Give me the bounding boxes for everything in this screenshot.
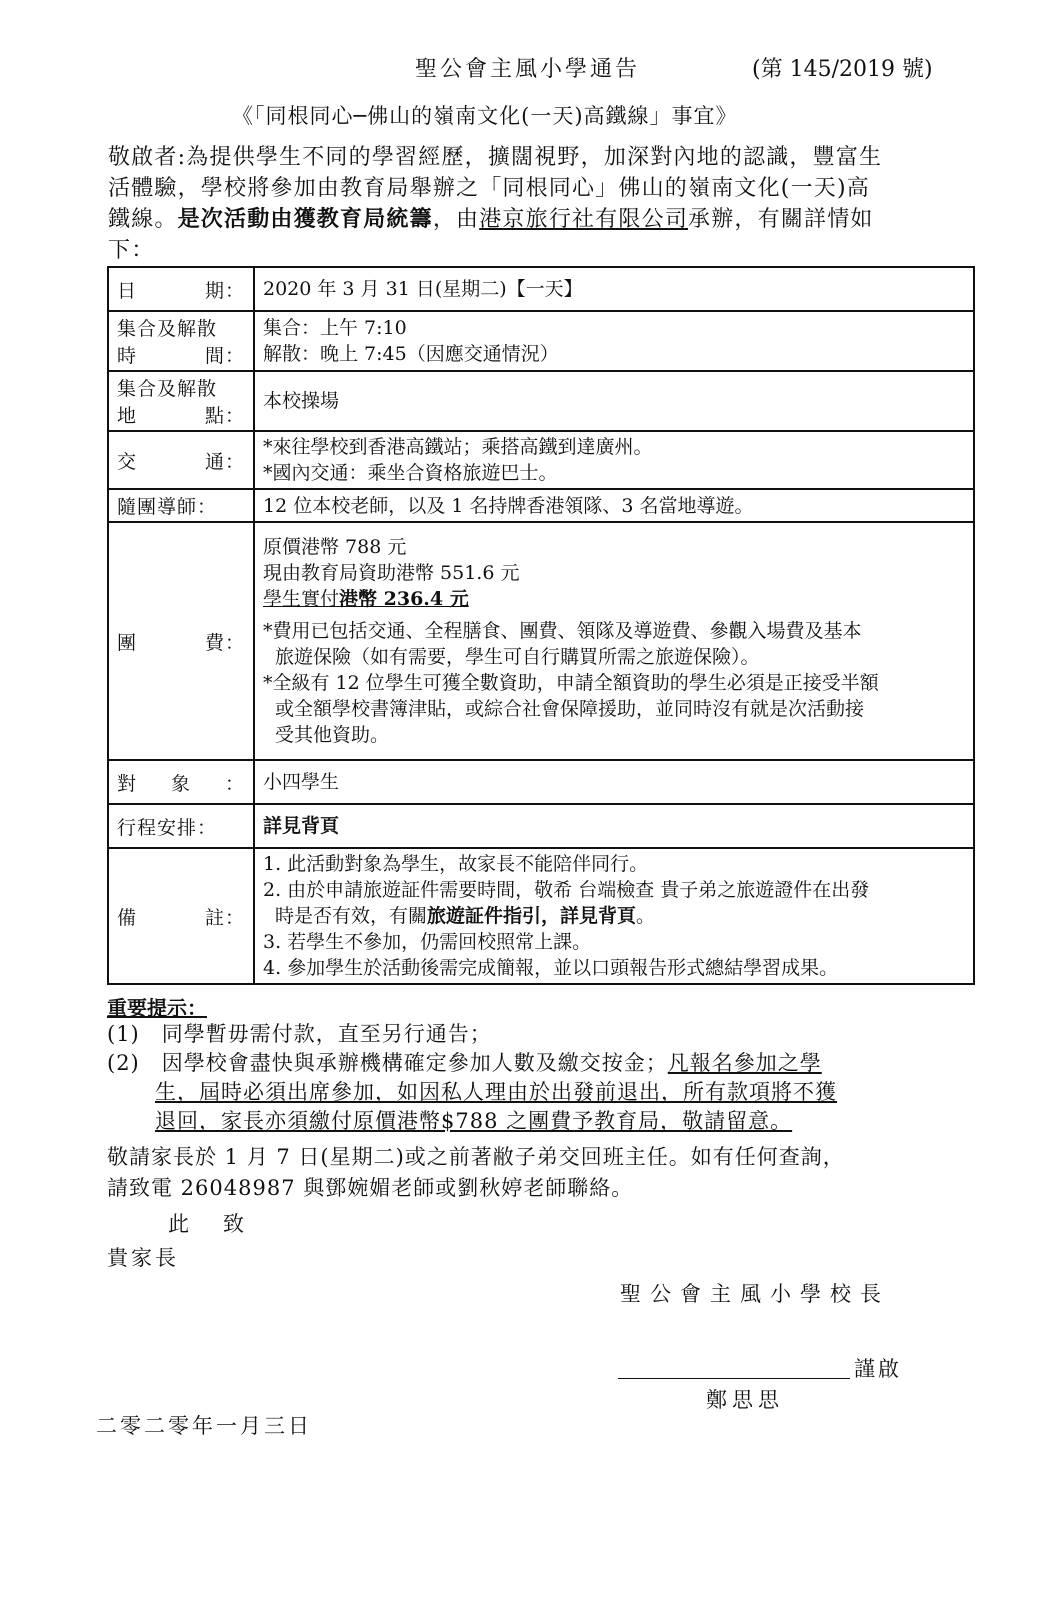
value-bold-text: 旅遊証件指引，詳見背頁 (427, 905, 637, 927)
label-text: ： (224, 772, 245, 795)
intro-line (108, 204, 968, 235)
label-text: 期： (204, 279, 245, 302)
label-text: 時 (117, 345, 138, 367)
principal-title: 聖公會主風小學校長 (620, 1282, 890, 1306)
value-line: 2. 由於申請旅遊証件需要時間，敬希 台端檢查 貴子弟之旅遊證件在出發 (263, 879, 870, 901)
value-line: *來往學校到香港高鐵站；乘搭高鐵到達廣州。 (263, 436, 653, 458)
details-table (107, 266, 975, 985)
intro-text: ，由 (432, 207, 480, 232)
value-bold-text: 港幣 236.4 元 (339, 588, 469, 610)
row-value-tutor: 12 位本校老師，以及 1 名持牌香港領隊、3 名當地導遊。 (254, 489, 974, 522)
label-text: 點： (204, 405, 245, 427)
row-value-itinerary: 詳見背頁 (254, 804, 974, 848)
intro-line: 敬啟者:為提供學生不同的學習經歷，擴闊視野，加深對內地的認識，豐富生 (108, 145, 883, 170)
value-line (263, 586, 965, 612)
list-item-continued: 生，屆時必須出席參加，如因私人理由於出發前退出，所有款項將不獲 (155, 1080, 837, 1104)
row-value-fee (254, 522, 974, 760)
notice-date: 二零二零年一月三日 (96, 1414, 312, 1438)
label-text: 對 (117, 772, 138, 795)
row-label-target (108, 760, 254, 804)
organizer-name: 港京旅行社有限公司 (479, 207, 689, 232)
label-text: 交 (117, 450, 138, 473)
row-value-time (254, 311, 974, 371)
intro-line: 下： (108, 238, 155, 263)
principal-name: 鄭思思 (706, 1388, 784, 1412)
closing-paragraph (107, 1142, 845, 1204)
table-row (108, 489, 974, 522)
sign-off: 謹啟 (854, 1357, 902, 1381)
row-value-place: 本校操場 (254, 371, 974, 431)
label-text: 集合及解散 (117, 378, 218, 400)
intro-text: 承辦，有關詳情如 (688, 207, 874, 232)
label-text: 日 (117, 279, 138, 302)
row-label-fee (108, 522, 254, 760)
value-text: 時是否有效，有關 (275, 905, 428, 927)
label-text: 地 (117, 405, 138, 427)
notice-number: (第 145/2019 號) (752, 57, 933, 82)
table-row (108, 267, 974, 311)
important-list (107, 1020, 837, 1136)
value-line: 解散：晚上 7:45（因應交通情況） (263, 343, 559, 365)
intro-line: 活體驗，學校將參加由教育局舉辦之「同根同心」佛山的嶺南文化(一天)高 (108, 176, 870, 201)
intro-text: 鐵線。 (108, 207, 178, 232)
label-text: 間： (204, 345, 245, 367)
row-label-place (108, 371, 254, 431)
notice-title: 聖公會主風小學通告 (415, 57, 641, 82)
table-row (108, 804, 974, 848)
list-text: (2) 因學校會盡快與承辦機構確定參加人數及繳交按金； (107, 1051, 668, 1075)
label-text: 註： (204, 906, 245, 929)
value-line: 集合：上午 7:10 (263, 317, 407, 339)
table-row (108, 311, 974, 371)
row-label-itinerary: 行程安排： (108, 804, 254, 848)
value-line: *費用已包括交通、全程膳食、團費、領隊及導遊費、參觀入場費及基本 (263, 620, 862, 642)
list-item-continued: 退回，家長亦須繳付原價港幣$788 之團費予教育局，敬請留意。 (155, 1109, 793, 1133)
salutation: 此致 (168, 1212, 278, 1236)
value-line: 3. 若學生不參加，仍需回校照常上課。 (263, 931, 592, 953)
label-text: 備 (117, 906, 138, 929)
row-value-target: 小四學生 (254, 760, 974, 804)
row-label-remarks (108, 848, 254, 984)
row-label-transport (108, 431, 254, 489)
table-row (108, 522, 974, 760)
value-line: 原價港幣 788 元 (263, 536, 407, 558)
notice-subtitle: 《「同根同心─佛山的嶺南文化(一天)高鐵線」事宜》 (232, 104, 738, 128)
value-line: 旅遊保險（如有需要，學生可自行購買所需之旅遊保險）。 (275, 646, 760, 668)
signature-line (618, 1378, 850, 1379)
closing-line: 請致電 26048987 與鄧婉媚老師或劉秋婷老師聯絡。 (107, 1176, 634, 1200)
list-item: (1) 同學暫毋需付款，直至另行通告； (107, 1022, 492, 1046)
value-line: 4. 參加學生於活動後需完成簡報，並以口頭報告形式總結學習成果。 (263, 957, 839, 979)
value-line: 現由教育局資助港幣 551.6 元 (263, 562, 520, 584)
value-line: 或全額學校書簿津貼，或綜合社會保障援助，並同時沒有就是次活動接 (275, 698, 865, 720)
value-line (263, 903, 965, 929)
table-row (108, 760, 974, 804)
table-row (108, 431, 974, 489)
value-text: 。 (636, 905, 656, 927)
value-line: 1. 此活動對象為學生，故家長不能陪伴同行。 (263, 853, 649, 875)
value-text: 學生實付 (263, 588, 340, 610)
row-label-time (108, 311, 254, 371)
closing-line: 敬請家長於 1 月 7 日(星期二)或之前著敝子弟交回班主任。如有任何查詢， (107, 1145, 845, 1169)
table-row (108, 371, 974, 431)
value-line: 受其他資助。 (275, 724, 390, 746)
label-text: 費： (204, 631, 245, 654)
value-line: *國內交通：乘坐合資格旅遊巴士。 (263, 462, 558, 484)
intro-paragraph (108, 142, 968, 266)
label-text: 集合及解散 (117, 318, 218, 340)
label-text: 象 (170, 772, 191, 795)
label-text: 通： (204, 450, 245, 473)
row-value-remarks (254, 848, 974, 984)
table-row (108, 848, 974, 984)
recipient: 貴家長 (107, 1246, 179, 1270)
intro-bold-text: 是次活動由獲教育局統籌 (177, 206, 433, 232)
row-value-date: 2020 年 3 月 31 日(星期二)【一天】 (254, 267, 974, 311)
list-item (107, 1049, 837, 1078)
list-underlined-text: 凡報名參加之學 (667, 1051, 822, 1075)
label-text: 團 (117, 631, 138, 654)
row-label-date (108, 267, 254, 311)
important-title: 重要提示： (107, 996, 207, 1020)
row-value-transport (254, 431, 974, 489)
row-label-tutor: 隨團導師： (108, 489, 254, 522)
value-line: *全級有 12 位學生可獲全數資助，申請全額資助的學生必須是正接受半額 (263, 672, 879, 694)
